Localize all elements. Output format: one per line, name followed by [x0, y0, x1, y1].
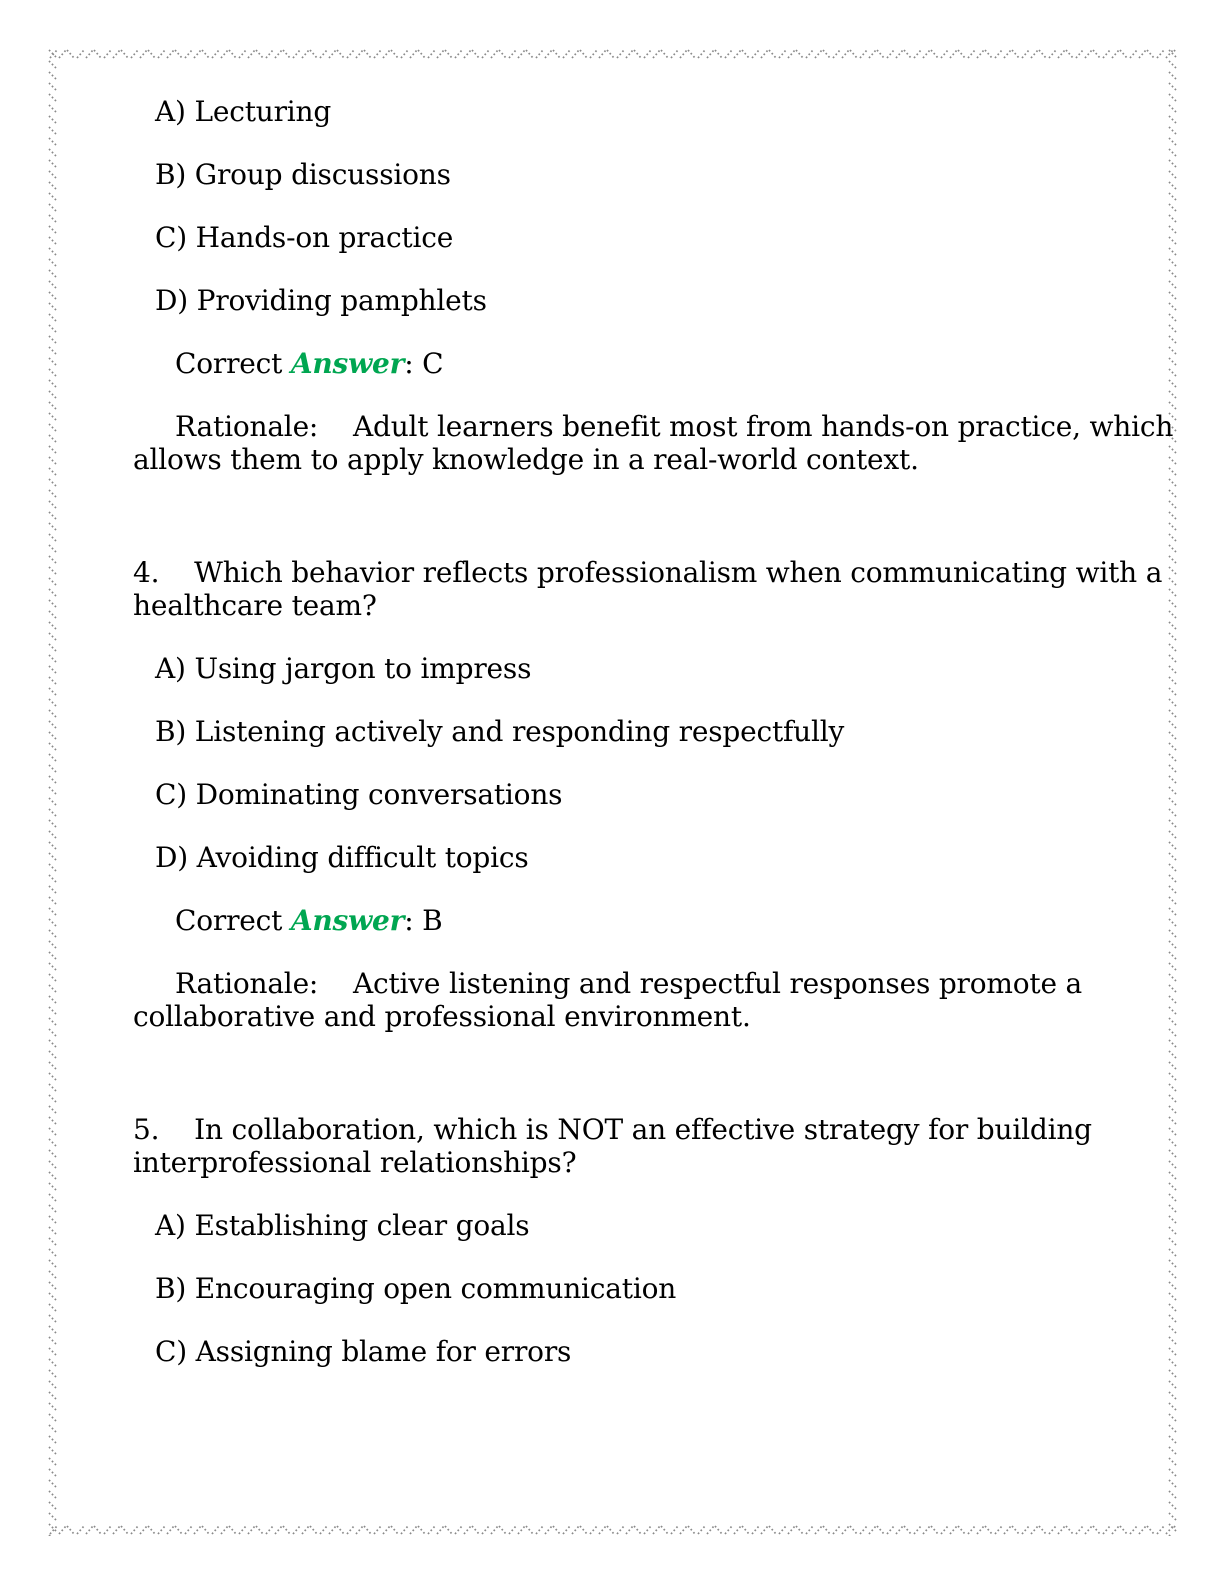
page-content: [133, 95, 1174, 1398]
correct-value: : B: [404, 904, 443, 937]
correct-value: : C: [404, 347, 444, 380]
question-line: healthcare team?: [133, 589, 377, 622]
page-border-right: [1166, 48, 1178, 1536]
page-border-left: [46, 48, 58, 1536]
question-block-4: [133, 556, 1163, 1033]
rationale-line: Rationale: Active listening and respectful responses promote a: [175, 967, 1083, 1000]
answer-option: A) Establishing clear goals: [155, 1209, 530, 1242]
answer-option: B) Group discussions: [155, 158, 451, 191]
question-block-5: [133, 1113, 1133, 1368]
question-line: interprofessional relationships?: [133, 1146, 577, 1179]
answer-option: A) Using jargon to impress: [155, 652, 532, 685]
question-line: 5. In collaboration, which is NOT an effective strategy for building: [133, 1113, 1092, 1146]
answer-option: D) Providing pamphlets: [155, 284, 487, 317]
answer-option: C) Assigning blame for errors: [155, 1335, 572, 1368]
answer-highlight: Answer: [290, 904, 405, 937]
rationale: [133, 967, 1133, 1033]
question-text: [133, 556, 1163, 622]
page-border-top: [48, 48, 1176, 60]
answer-highlight: Answer: [290, 347, 405, 380]
rationale-line: collaborative and professional environment.: [133, 1000, 751, 1033]
question-line: 4. Which behavior reflects professionalism when communicating with a: [133, 556, 1163, 589]
answer-option: C) Dominating conversations: [155, 778, 563, 811]
answer-option: D) Avoiding difficult topics: [155, 841, 529, 874]
page-border-bottom: [48, 1524, 1176, 1536]
correct-answer-line: [133, 347, 1133, 380]
answer-option: A) Lecturing: [155, 95, 332, 128]
rationale: [133, 410, 1174, 476]
question-text: [133, 1113, 1133, 1179]
correct-answer-line: [133, 904, 1133, 937]
answer-option: B) Encouraging open communication: [155, 1272, 677, 1305]
correct-label: Correct: [175, 904, 291, 937]
rationale-line: Rationale: Adult learners benefit most from hands-on practice, which: [175, 410, 1174, 443]
correct-label: Correct: [175, 347, 291, 380]
answer-option: C) Hands-on practice: [155, 221, 454, 254]
question-block-3: [133, 95, 1174, 476]
rationale-line: allows them to apply knowledge in a real-world context.: [133, 443, 919, 476]
answer-option: B) Listening actively and responding respectfully: [155, 715, 845, 748]
